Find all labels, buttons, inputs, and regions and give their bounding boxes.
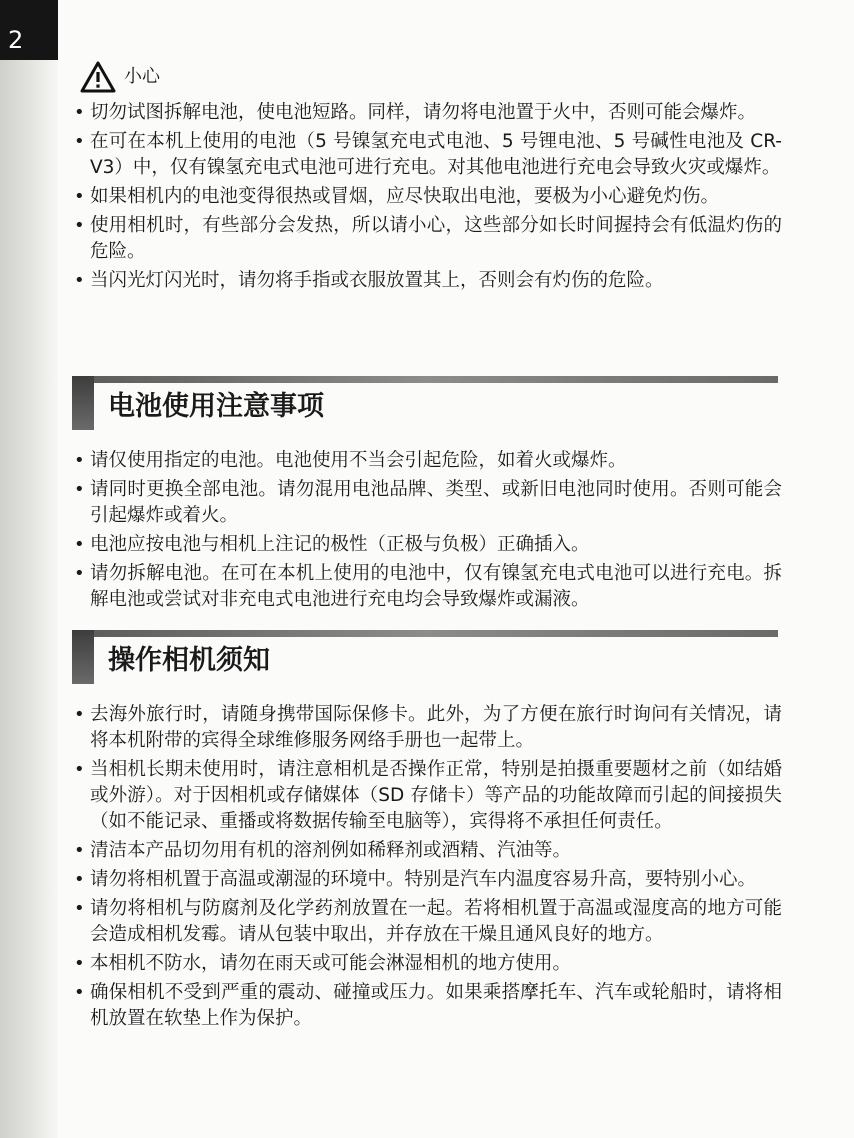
list-item-text: 请勿拆解电池。在可在本机上使用的电池中，仅有镍氢充电式电池可以进行充电。拆解电池或尝试对非充电式电池进行充电均会导致爆炸或漏液。 <box>90 563 782 610</box>
list-item <box>74 867 782 893</box>
bullet-icon: • <box>74 982 85 1003</box>
list-item-text: 清洁本产品切勿用有机的溶剂例如稀释剂或酒精、汽油等。 <box>90 840 572 861</box>
bullet-icon: • <box>74 534 85 555</box>
list-item <box>74 532 782 558</box>
list-item <box>74 757 782 835</box>
bullet-icon: • <box>74 131 85 152</box>
caution-list <box>74 100 782 297</box>
list-item <box>74 477 782 529</box>
handling-list <box>74 702 782 1035</box>
bullet-icon: • <box>74 869 85 890</box>
list-item-text: 本相机不防水，请勿在雨天或可能会淋湿相机的地方使用。 <box>90 953 572 974</box>
list-item-text: 请勿将相机与防腐剂及化学药剂放置在一起。若将相机置于高温或湿度高的地方可能会造成相机发霉。请从包装中取出，并存放在干燥且通风良好的地方。 <box>90 898 782 945</box>
list-item <box>74 448 782 474</box>
list-item <box>74 129 782 181</box>
bullet-icon: • <box>74 898 85 919</box>
list-item <box>74 838 782 864</box>
bullet-icon: • <box>74 270 85 291</box>
list-item <box>74 951 782 977</box>
list-item <box>74 213 782 265</box>
section-title: 电池使用注意事项 <box>108 391 324 422</box>
bullet-icon: • <box>74 953 85 974</box>
section-marker <box>72 630 94 684</box>
battery-section-header <box>72 376 778 430</box>
bullet-icon: • <box>74 450 85 471</box>
bullet-icon: • <box>74 704 85 725</box>
list-item <box>74 184 782 210</box>
list-item-text: 请同时更换全部电池。请勿混用电池品牌、类型、或新旧电池同时使用。否则可能会引起爆炸或着火。 <box>90 479 782 526</box>
battery-list <box>74 448 782 616</box>
page-edge-shadow <box>0 0 58 1138</box>
bullet-icon: • <box>74 759 85 780</box>
list-item-text: 电池应按电池与相机上注记的极性（正极与负极）正确插入。 <box>90 534 590 555</box>
list-item-text: 切勿试图拆解电池，使电池短路。同样，请勿将电池置于火中，否则可能会爆炸。 <box>90 102 757 123</box>
bullet-icon: • <box>74 840 85 861</box>
section-marker <box>72 376 94 430</box>
section-bar <box>72 376 778 383</box>
list-item-text: 当相机长期未使用时，请注意相机是否操作正常，特别是拍摄重要题材之前（如结婚或外游）。对于因相机或存储媒体（SD 存储卡）等产品的功能故障而引起的间接损失（如不能记录、重播或将数据传输至电脑等），宾得将不承担任何责任。 <box>90 759 782 832</box>
page-number-tab <box>0 0 58 60</box>
caution-heading <box>80 60 160 94</box>
section-bar <box>72 630 778 637</box>
list-item-text: 请勿将相机置于高温或潮湿的环境中。特别是汽车内温度容易升高，要特别小心。 <box>90 869 757 890</box>
list-item <box>74 268 782 294</box>
bullet-icon: • <box>74 563 85 584</box>
list-item-text: 去海外旅行时，请随身携带国际保修卡。此外，为了方便在旅行时询问有关情况，请将本机附带的宾得全球维修服务网络手册也一起带上。 <box>90 704 782 751</box>
list-item <box>74 896 782 948</box>
list-item-text: 如果相机内的电池变得很热或冒烟，应尽快取出电池，要极为小心避免灼伤。 <box>90 186 720 207</box>
caution-label: 小心 <box>124 66 160 87</box>
list-item-text: 在可在本机上使用的电池（5 号镍氢充电式电池、5 号锂电池、5 号碱性电池及 CR-V3）中，仅有镍氢充电式电池可进行充电。对其他电池进行充电会导致火灾或爆炸。 <box>90 131 782 178</box>
section-title: 操作相机须知 <box>108 645 270 676</box>
bullet-icon: • <box>74 102 85 123</box>
list-item-text: 使用相机时，有些部分会发热，所以请小心，这些部分如长时间握持会有低温灼伤的危险。 <box>90 215 782 262</box>
list-item-text: 确保相机不受到严重的震动、碰撞或压力。如果乘搭摩托车、汽车或轮船时，请将相机放置在软垫上作为保护。 <box>90 982 782 1029</box>
list-item <box>74 702 782 754</box>
warning-triangle-icon <box>80 61 116 93</box>
bullet-icon: • <box>74 186 85 207</box>
list-item-text: 当闪光灯闪光时，请勿将手指或衣服放置其上，否则会有灼伤的危险。 <box>90 270 664 291</box>
bullet-icon: • <box>74 479 85 500</box>
list-item-text: 请仅使用指定的电池。电池使用不当会引起危险，如着火或爆炸。 <box>90 450 627 471</box>
list-item <box>74 100 782 126</box>
handling-section-header <box>72 630 778 684</box>
list-item <box>74 980 782 1032</box>
bullet-icon: • <box>74 215 85 236</box>
list-item <box>74 561 782 613</box>
page-number: 2 <box>8 26 24 54</box>
